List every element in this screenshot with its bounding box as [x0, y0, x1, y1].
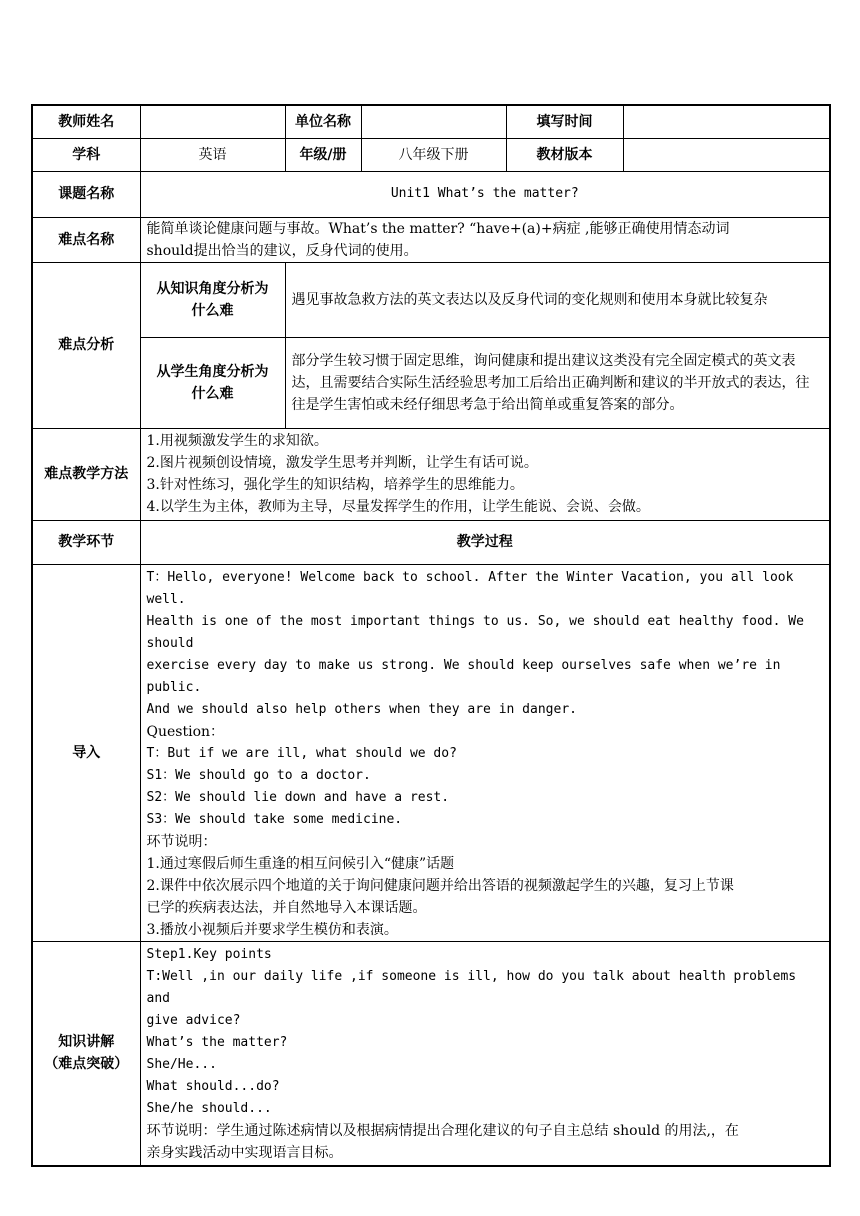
step-title: Step1.Key points [146, 946, 272, 962]
intro-row [32, 564, 830, 941]
knowledge-row [32, 941, 830, 1166]
knowledge-line: She/He... [146, 1056, 217, 1072]
intro-label: 导入 [32, 564, 140, 941]
edition-value [623, 138, 830, 171]
intro-line: 已学的疾病表达法，并自然地导入本课话题。 [146, 899, 427, 916]
grade-label: 年级/册 [285, 138, 361, 171]
edition-label: 教材版本 [506, 138, 623, 171]
intro-line: Question： [146, 723, 225, 740]
difficulty-text [140, 217, 830, 262]
topic-value: Unit1 What’s the matter? [140, 171, 830, 217]
fill-date-label: 填写时间 [506, 105, 623, 138]
intro-line: 1.通过寒假后师生重逢的相互问候引入“健康”话题 [146, 855, 455, 872]
intro-line: And we should also help others when they are in danger. [146, 701, 577, 717]
method-row [32, 428, 830, 520]
topic-row [32, 171, 830, 217]
topic-label: 课题名称 [32, 171, 140, 217]
lesson-plan-page [31, 104, 829, 1167]
knowledge-label-line2: （难点突破） [44, 1056, 129, 1073]
knowledge-label [32, 941, 140, 1166]
info-row-1 [32, 105, 830, 138]
intro-line: S1：We should go to a doctor. [146, 767, 371, 783]
knowledge-content [140, 941, 830, 1166]
knowledge-line: What should...do? [146, 1078, 280, 1094]
info-row-2 [32, 138, 830, 171]
difficulty-line: should提出恰当的建议，反身代词的使用。 [146, 242, 418, 259]
teacher-name-label: 教师姓名 [32, 105, 140, 138]
intro-line: T：Hello, everyone! Welcome back to school. After the Winter Vacation, you all look well. [146, 569, 794, 607]
intro-line: T：But if we are ill, what should we do? [146, 745, 457, 761]
subject-value: 英语 [140, 138, 285, 171]
teacher-name-value [140, 105, 285, 138]
subject-label: 学科 [32, 138, 140, 171]
method-item: 3.针对性练习，强化学生的知识结构，培养学生的思维能力。 [146, 477, 524, 493]
student-angle-text: 部分学生较习惯于固定思维，询问健康和提出建议这类没有完全固定模式的英文表达，且需要结合实际生活经验思考加工后给出正确判断和建议的半开放式的表达，往往是学生害怕或未经仔细思考急于给出简单或重复答案的部分。 [285, 337, 830, 428]
fill-date-value [623, 105, 830, 138]
method-list [140, 428, 830, 520]
knowledge-label-line1: 知识讲解 [58, 1034, 115, 1051]
lesson-plan-table [31, 104, 831, 1167]
method-label: 难点教学方法 [32, 428, 140, 520]
grade-value: 八年级下册 [361, 138, 506, 171]
intro-line: 3.播放小视频后并要求学生模仿和表演。 [146, 921, 398, 938]
analysis-row-student [32, 337, 830, 428]
stage-header-label: 教学环节 [32, 520, 140, 564]
knowledge-line: give advice? [146, 1012, 241, 1028]
intro-line: Health is one of the most important things to us. So, we should eat healthy food. We should [146, 613, 804, 651]
method-item: 4.以学生为主体，教师为主导，尽量发挥学生的作用，让学生能说、会说、会做。 [146, 499, 650, 515]
difficulty-row [32, 217, 830, 262]
knowledge-line: 亲身实践活动中实现语言目标。 [146, 1144, 343, 1161]
intro-line: 2.课件中依次展示四个地道的关于询问健康问题并给出答语的视频激起学生的兴趣，复习上节课 [146, 877, 734, 894]
knowledge-angle-text: 遇见事故急救方法的英文表达以及反身代词的变化规则和使用本身就比较复杂 [285, 262, 830, 337]
analysis-label: 难点分析 [32, 262, 140, 428]
student-angle-label: 从学生角度分析为什么难 [140, 337, 285, 428]
knowledge-line: What’s the matter? [146, 1034, 288, 1050]
unit-name-value [361, 105, 506, 138]
method-item: 1.用视频激发学生的求知欲。 [146, 433, 328, 449]
knowledge-line: She/he should... [146, 1100, 272, 1116]
difficulty-label: 难点名称 [32, 217, 140, 262]
intro-line: S2：We should lie down and have a rest. [146, 789, 450, 805]
analysis-row-knowledge [32, 262, 830, 337]
knowledge-angle-label: 从知识角度分析为什么难 [140, 262, 285, 337]
intro-line: exercise every day to make us strong. We should keep ourselves safe when we’re in public. [146, 657, 781, 695]
method-item: 2.图片视频创设情境，激发学生思考并判断，让学生有话可说。 [146, 455, 538, 471]
process-header-row [32, 520, 830, 564]
difficulty-line: 能简单谈论健康问题与事故。What’s the matter? “have+(a)+病症 ,能够正确使用情态动词 [146, 220, 730, 237]
process-header-label: 教学过程 [140, 520, 830, 564]
intro-content [140, 564, 830, 941]
knowledge-line: T:Well ,in our daily life ,if someone is ill, how do you talk about health problems and [146, 968, 797, 1006]
intro-line: 环节说明： [146, 833, 217, 850]
intro-line: S3：We should take some medicine. [146, 811, 403, 827]
knowledge-line: 环节说明：学生通过陈述病情以及根据病情提出合理化建议的句子自主总结 should 的用法,，在 [146, 1122, 739, 1139]
unit-name-label: 单位名称 [285, 105, 361, 138]
